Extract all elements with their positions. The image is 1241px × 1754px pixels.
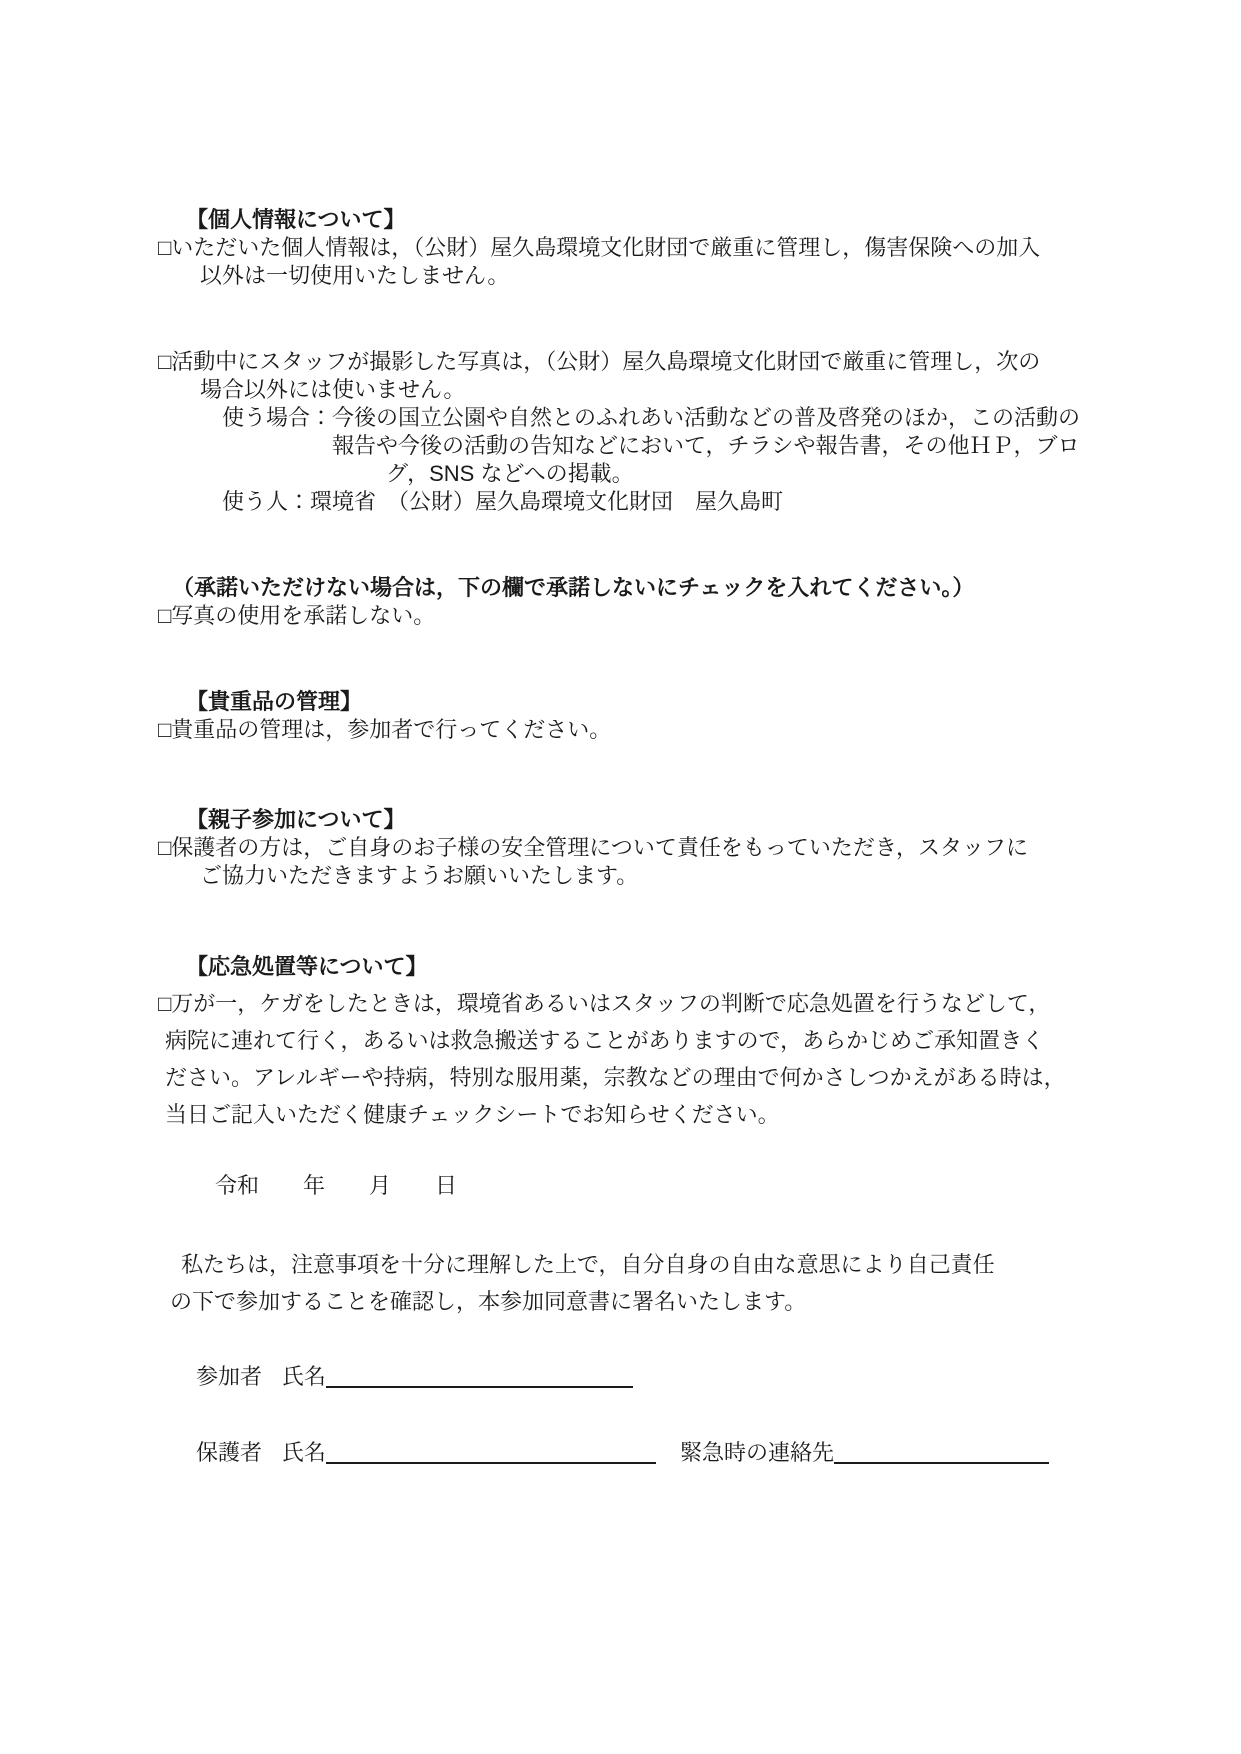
- guardian-signature-row: [158, 1438, 1201, 1468]
- checkbox-photo-use[interactable]: □: [158, 349, 172, 374]
- section-photo-use: [158, 348, 1201, 516]
- first-aid-item: [158, 985, 1201, 1022]
- section-first-aid: [158, 948, 1201, 1133]
- participant-signature-row: [158, 1362, 1201, 1392]
- photo-use-case-line2: 報告や今後の活動の告知などにおいて，チラシや報告書，その他ＨＰ，ブロ: [332, 433, 1080, 458]
- section-date: [158, 1172, 1201, 1200]
- first-aid-text-line1: 万が一，ケガをしたときは，環境省あるいはスタッフの判断で応急処置を行うなどして，: [171, 991, 1051, 1016]
- photo-consent-note: （承諾いただけない場合は，下の欄で承諾しないにチェックを入れてください。）: [172, 575, 975, 600]
- first-aid-text-line4: 当日ご記入いただく健康チェックシートでお知らせください。: [165, 1102, 780, 1127]
- section-participant-signature: [158, 1362, 1201, 1392]
- pledge-line1: 私たちは，注意事項を十分に理解した上で，自分自身の自由な意思により自己責任: [181, 1252, 995, 1277]
- valuables-text: 貴重品の管理は，参加者で行ってください。: [171, 717, 612, 742]
- photo-use-person: 使う人：環境省 （公財）屋久島環境文化財団 屋久島町: [222, 489, 784, 514]
- personal-info-text-line2: 以外は一切使用いたしません。: [200, 263, 510, 288]
- photo-use-case-line3: グ，SNS などへの掲載。: [386, 461, 634, 486]
- photo-use-item: [158, 348, 1201, 376]
- guardian-name-field[interactable]: [326, 1440, 656, 1464]
- pledge-line2: の下で参加することを確認し，本参加同意書に署名いたします。: [170, 1289, 807, 1314]
- checkbox-valuables[interactable]: □: [158, 717, 172, 742]
- photo-consent-decline-item: [158, 602, 1201, 630]
- section-pledge: [158, 1246, 1201, 1320]
- personal-info-heading: 【個人情報について】: [186, 207, 406, 232]
- emergency-contact-label: 緊急時の連絡先: [680, 1440, 835, 1465]
- participant-name-field[interactable]: [326, 1364, 633, 1388]
- guardian-label: 保護者: [196, 1440, 263, 1465]
- parent-child-heading: 【親子参加について】: [186, 807, 406, 832]
- first-aid-text-line2: 病院に連れて行く，あるいは救急搬送することがありますので，あらかじめご承知置きく: [165, 1028, 1045, 1053]
- checkbox-decline-photo[interactable]: □: [158, 603, 172, 628]
- photo-use-text-line1: 活動中にスタッフが撮影した写真は，（公財）屋久島環境文化財団で厳重に管理し，次の: [171, 349, 1041, 374]
- checkbox-first-aid[interactable]: □: [158, 991, 172, 1016]
- photo-use-text-line2: 場合以外には使いません。: [200, 377, 466, 402]
- checkbox-personal-info[interactable]: □: [158, 235, 172, 260]
- personal-info-item: [158, 234, 1201, 262]
- section-valuables: [158, 688, 1201, 744]
- first-aid-text-line3: ださい。アレルギーや持病，特別な服用薬，宗教などの理由で何かさしつかえがある時は，: [165, 1065, 1066, 1090]
- emergency-contact-field[interactable]: [834, 1440, 1049, 1464]
- checkbox-parent-child[interactable]: □: [158, 835, 172, 860]
- photo-consent-decline-text: 写真の使用を承諾しない。: [171, 603, 436, 628]
- section-guardian-signature: [158, 1438, 1201, 1468]
- photo-use-case-line1: 使う場合：今後の国立公園や自然とのふれあい活動などの普及啓発のほか，この活動の: [222, 405, 1081, 430]
- personal-info-text-line1: いただいた個人情報は，（公財）屋久島環境文化財団で厳重に管理し，傷害保険への加入: [171, 235, 1041, 260]
- parent-child-text-line1: 保護者の方は，ご自身のお子様の安全管理について責任をもっていただき，スタッフに: [171, 835, 1028, 860]
- guardian-name-label: 氏名: [282, 1440, 327, 1465]
- section-personal-info: [158, 206, 1201, 290]
- first-aid-heading: 【応急処置等について】: [186, 954, 428, 979]
- section-photo-consent: [158, 574, 1201, 630]
- valuables-heading: 【貴重品の管理】: [186, 689, 363, 714]
- date-line: 令和 年 月 日: [215, 1173, 458, 1198]
- valuables-item: [158, 716, 1201, 744]
- parent-child-text-line2: ご協力いただきますようお願いいたします。: [200, 863, 639, 888]
- participant-name-label: 氏名: [282, 1364, 327, 1389]
- participant-label: 参加者: [196, 1364, 263, 1389]
- parent-child-item: [158, 834, 1201, 862]
- section-parent-child: [158, 806, 1201, 890]
